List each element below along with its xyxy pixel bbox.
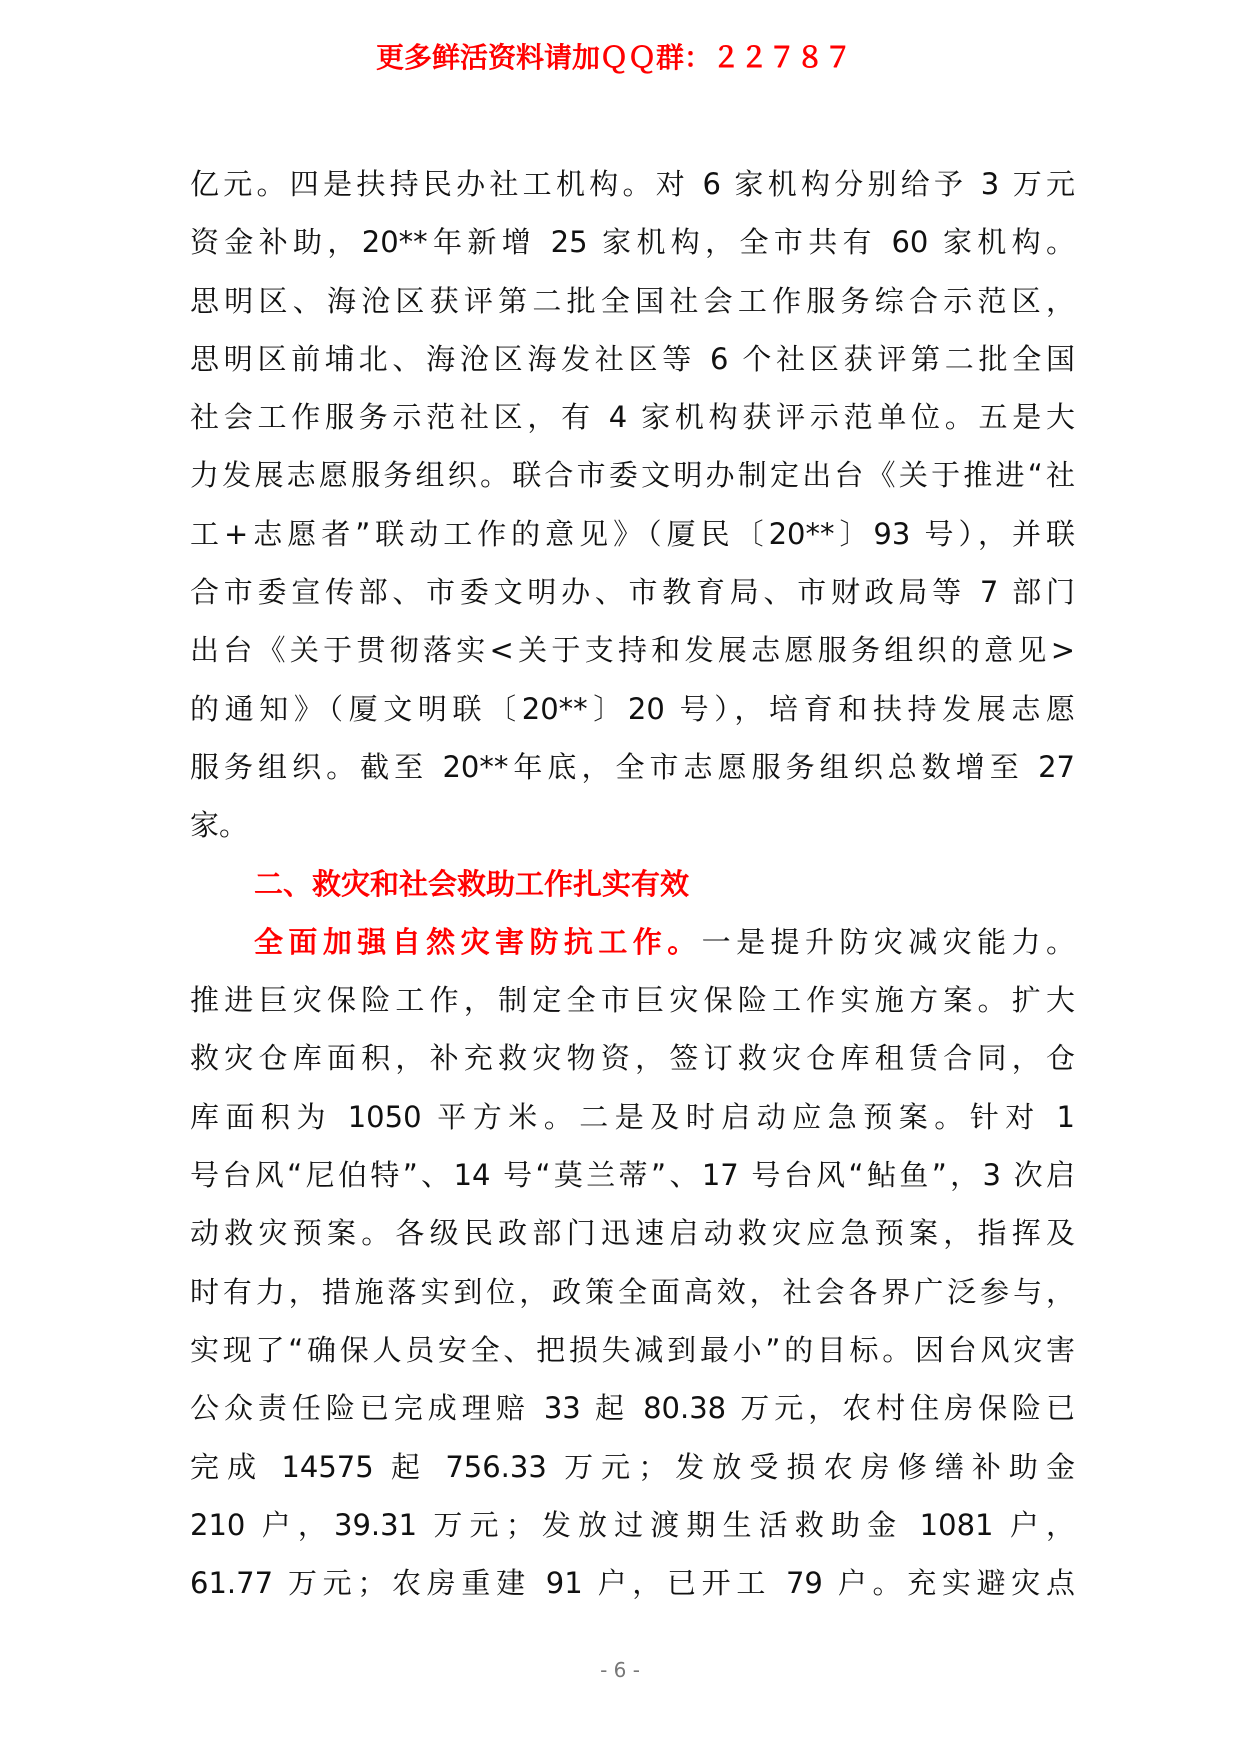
- text-line: 210 户，39.31 万元；发放过渡期生活救助金 1081 户，: [190, 1507, 1075, 1542]
- text-line: 动救灾预案。各级民政部门迅速启动救灾应急预案，指挥及: [190, 1216, 1075, 1251]
- text-line: 思明区前埔北、海沧区海发社区等 6 个社区获评第二批全国: [190, 341, 1075, 376]
- text-line: 亿元。四是扶持民办社工机构。对 6 家机构分别给予 3 万元: [190, 167, 1075, 201]
- text-line: 家。: [190, 808, 249, 843]
- text-line: 力发展志愿服务组织。联合市委文明办制定出台《关于推进“社: [190, 458, 1075, 493]
- text-line: 服务组织。截至 20**年底，全市志愿服务组织总数增至 27: [190, 749, 1075, 784]
- text-line: 出台《关于贯彻落实<关于支持和发展志愿服务组织的意见>: [190, 633, 1075, 668]
- text-line: 实现了“确保人员安全、把损失减到最小”的目标。因台风灾害: [190, 1332, 1075, 1367]
- text-line: 合市委宣传部、市委文明办、市教育局、市财政局等 7 部门: [190, 575, 1075, 610]
- text-span: 一是提升防灾减灾能力。: [701, 924, 1075, 959]
- text-line: 的通知》（厦文明联〔20**〕20 号），培育和扶持发展志愿: [190, 691, 1075, 726]
- text-line: 资金补助，20**年新增 25 家机构，全市共有 60 家机构。: [190, 225, 1075, 260]
- text-line: 号台风“尼伯特”、14 号“莫兰蒂”、17 号台风“鲇鱼”，3 次启: [190, 1158, 1075, 1193]
- text-line: 61.77 万元；农房重建 91 户，已开工 79 户。充实避灾点: [190, 1566, 1075, 1601]
- text-line: 工+志愿者”联动工作的意见》（厦民〔20**〕93 号），并联: [190, 516, 1075, 551]
- paragraph-lead: 全面加强自然灾害防抗工作。: [254, 924, 702, 959]
- section-heading: 二、救灾和社会救助工作扎实有效: [254, 866, 690, 901]
- paragraph-lead-line: [190, 913, 1075, 971]
- document-body: [190, 155, 1075, 1612]
- page-number: - 6 -: [600, 1658, 640, 1682]
- promo-banner: 更多鲜活资料请加ＱＱ群：２２７８７: [376, 41, 853, 74]
- text-line: 社会工作服务示范社区，有 4 家机构获评示范单位。五是大: [190, 400, 1075, 435]
- text-line: 思明区、海沧区获评第二批全国社会工作服务综合示范区，: [190, 283, 1075, 318]
- text-line: 公众责任险已完成理赔 33 起 80.38 万元，农村住房保险已: [190, 1391, 1075, 1426]
- text-line: 完成 14575 起 756.33 万元；发放受损农房修缮补助金: [190, 1449, 1075, 1484]
- text-line: 救灾仓库面积，补充救灾物资，签订救灾仓库租赁合同，仓: [190, 1041, 1075, 1076]
- text-line: 库面积为 1050 平方米。二是及时启动应急预案。针对 1: [190, 1099, 1075, 1134]
- text-line: 推进巨灾保险工作，制定全市巨灾保险工作实施方案。扩大: [190, 983, 1075, 1018]
- text-line: 时有力，措施落实到位，政策全面高效，社会各界广泛参与，: [190, 1274, 1075, 1309]
